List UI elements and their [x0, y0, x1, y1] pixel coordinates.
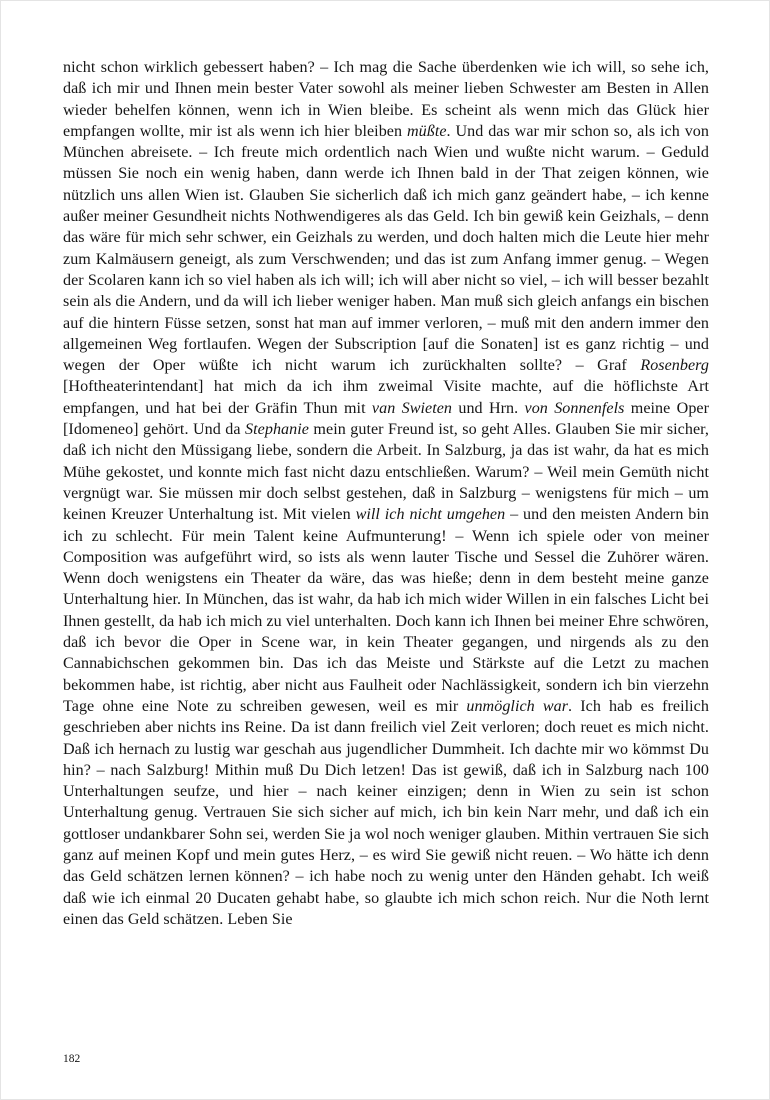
text-run: – und den meisten Andern bin ich zu schlecht. Für mein Talent keine Aufmunterung! – Wenn ich spiele oder von meiner Composition was aufgeführt wird, so ists als wenn lauter Tische und Sessel die Zuhörer wären. Wenn doch wenigstens ein Theater da wäre, das was hieße; denn in dem besteht meine ganze Unterhaltung hier. In München, das ist wahr, da hab ich mich wider Willen in ein falsches Licht bei Ihnen gestellt, da hab ich mich zu viel unterhalten. Doch kann ich Ihnen bei meiner Ehre schwören, daß ich bevor die Oper in Scene war, in kein Theater gegangen, und nirgends als zu den Cannabichschen gekommen bin. Das ich das Meiste und Stärkste auf die Letzt zu machen bekommen habe, ist richtig, aber nicht aus Faulheit oder Nachlässigkeit, sondern ich bin vierzehn Tage ohne eine Note zu schreiben gewesen, weil es mir	[63, 506, 710, 715]
emphasized-text-run: von Sonnenfels	[524, 399, 625, 417]
text-run: meine Oper [Idomeneo] gehört. Und da	[63, 399, 710, 439]
text-run: . Ich hab es freilich geschrieben aber nichts ins Reine. Da ist dann freilich viel Zeit verloren; doch reuet es mich nicht. Daß ich hernach zu lustig war geschah aus jugendlicher Dummheit. Ich dachte mir wo kömmst Du hin? – nach Salzburg! Mithin muß Du Dich letzen! Das ist gewiß, daß ich in Salzburg nach 100 Unterhaltungen seufze, und hier – nach keiner einzigen; denn in Wien zu sein ist schon Unterhaltung genug. Vertrauen Sie sich sicher auf mich, ich bin kein Narr mehr, und daß ich ein gottloser undankbarer Sohn sei, werden Sie ja wol noch weniger glauben. Mithin vertrauen Sie sich ganz auf meinen Kopf und mein gutes Herz, – es wird Sie gewiß nicht reuen. – Wo hätte ich denn das Geld schätzen lernen können? – ich habe noch zu wenig unter den Händen gehabt. Ich weiß daß wie ich einmal 20 Ducaten gehabt habe, so glaubte ich mich schon reich. Nur die Noth lernt einen das Geld schätzen. Leben Sie	[63, 697, 709, 928]
emphasized-text-run: unmöglich war	[466, 697, 569, 715]
emphasized-text-run: müßte	[406, 122, 447, 140]
text-run: und Hrn.	[452, 399, 525, 417]
text-run: [Hoftheaterintendant] hat mich da ich ihm zweimal Visite machte, auf die höflichste Art empfangen, und hat bei der Gräfin Thun mit	[63, 378, 709, 417]
text-run: nicht schon wirklich gebessert haben? – Ich mag die Sache überdenken wie ich will, so sehe ich, daß ich mir und Ihnen mein bester Vater sowohl als meiner lieben Schwester am Besten in Allen wieder behelfen können, wenn ich in Wien bleibe. Es scheint als wenn mich das Glück hier empfangen wollte, mir ist als wenn ich hier bleiben	[63, 59, 709, 140]
emphasized-text-run: Rosenberg	[640, 357, 709, 375]
emphasized-text-run: will ich nicht umgehen	[355, 506, 506, 524]
emphasized-text-run: Stephanie	[245, 421, 309, 439]
emphasized-text-run: van Swieten	[371, 399, 453, 417]
letter-body-text	[63, 57, 709, 930]
page-number: 182	[63, 1053, 81, 1065]
text-run: . Und das war mir schon so, als ich von München abreisete. – Ich freute mich ordentlich nach Wien und wußte nicht warum. – Geduld müssen Sie noch ein wenig haben, dann werde ich Ihnen bald in der That zeigen können, wie nützlich uns allen Wien ist. Glauben Sie sicherlich daß ich mich ganz geändert habe, – ich kenne außer meiner Gesundheit nichts Nothwendigeres als das Geld. Ich bin gewiß kein Geizhals, – denn das wäre für mich sehr schwer, ein Geizhals zu werden, und doch halten mich die Leute hier mehr zum Kalmäusern geneigt, als zum Verschwenden; und das ist zum Anfang immer genug. – Wegen der Scolaren kann ich so viel haben als ich will; ich will aber nicht so viel, – ich will besser bezahlt sein als die Andern, und da will ich lieber weniger haben. Man muß sich gleich anfangs ein bischen auf die hintern Füsse setzen, sonst hat man auf immer verloren, – muß mit den andern immer den allgemeinen Weg fortlaufen. Wegen der Subscription [auf die Sonaten] ist es ganz richtig – und wegen der Oper wüßte ich nicht warum ich zurückhalten sollte? – Graf	[63, 122, 709, 375]
text-run: mein guter Freund ist, so geht Alles. Glauben Sie mir sicher, daß ich nicht den Müssigang liebe, sondern die Arbeit. In Salzburg, ja das ist wahr, da hat es mich Mühe gekostet, und konnte mich fast nicht dazu entschließen. Warum? – Weil mein Gemüth nicht vergnügt war. Sie müssen mir doch selbst gestehen, daß in Salzburg – wenigstens für mich – um keinen Kreuzer Unterhaltung ist. Mit vielen	[63, 421, 709, 524]
